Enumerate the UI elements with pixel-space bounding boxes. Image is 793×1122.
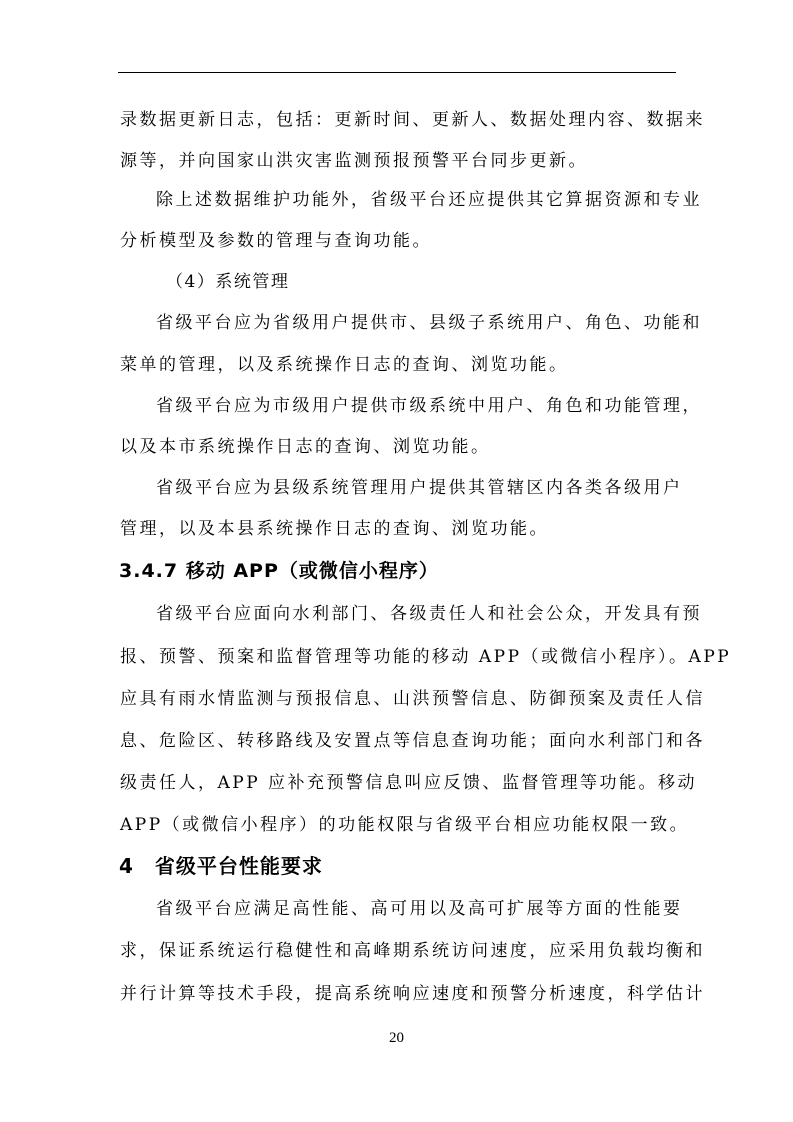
- page-number: 20: [389, 1030, 404, 1046]
- body-line: 省级平台应为县级系统管理用户提供其管辖区内各类各级用户: [156, 478, 683, 498]
- body-line: 管理，以及本县系统操作日志的查询、浏览功能。: [120, 519, 549, 539]
- body-line: 菜单的管理，以及系统操作日志的查询、浏览功能。: [120, 355, 569, 375]
- body-line: 省级平台应满足高性能、高可用以及高可扩展等方面的性能要: [156, 899, 683, 919]
- body-line: 源等，并向国家山洪灾害监测预报预警平台同步更新。: [120, 151, 588, 171]
- body-line: 应具有雨水情监测与预报信息、山洪预警信息、防御预案及责任人信: [120, 689, 705, 709]
- body-line: 省级平台应为市级用户提供市级系统中用户、角色和功能管理，: [156, 396, 702, 416]
- body-line: 息、危险区、转移路线及安置点等信息查询功能；面向水利部门和各: [120, 731, 705, 751]
- body-line: 省级平台应面向水利部门、各级责任人和社会公众，开发具有预: [156, 604, 702, 624]
- header-rule: [118, 72, 676, 73]
- chapter-heading: 4 省级平台性能要求: [119, 854, 323, 878]
- subsection-heading: （4）系统管理: [166, 272, 290, 292]
- body-line: 省级平台应为省级用户提供市、县级子系统用户、角色、功能和: [156, 313, 702, 333]
- body-line: 分析模型及参数的管理与查询功能。: [120, 231, 432, 251]
- section-heading: 3.4.7 移动 APP（或微信小程序）: [119, 560, 439, 582]
- body-line: APP（或微信小程序）的功能权限与省级平台相应功能权限一致。: [120, 815, 690, 835]
- body-line: 除上述数据维护功能外，省级平台还应提供其它算据资源和专业: [156, 190, 702, 210]
- body-line: 级责任人，APP 应补充预警信息叫应反馈、监督管理等功能。移动: [120, 773, 698, 793]
- body-line: 并行计算等技术手段，提高系统响应速度和预警分析速度，科学估计: [120, 984, 705, 1004]
- body-line: 报、预警、预案和监督管理等功能的移动 APP（或微信小程序）。APP: [120, 647, 732, 667]
- body-line: 以及本市系统操作日志的查询、浏览功能。: [120, 437, 491, 457]
- body-line: 求，保证系统运行稳健性和高峰期系统访问速度，应采用负载均衡和: [120, 941, 705, 961]
- body-line: 录数据更新日志，包括：更新时间、更新人、数据处理内容、数据来: [120, 110, 705, 130]
